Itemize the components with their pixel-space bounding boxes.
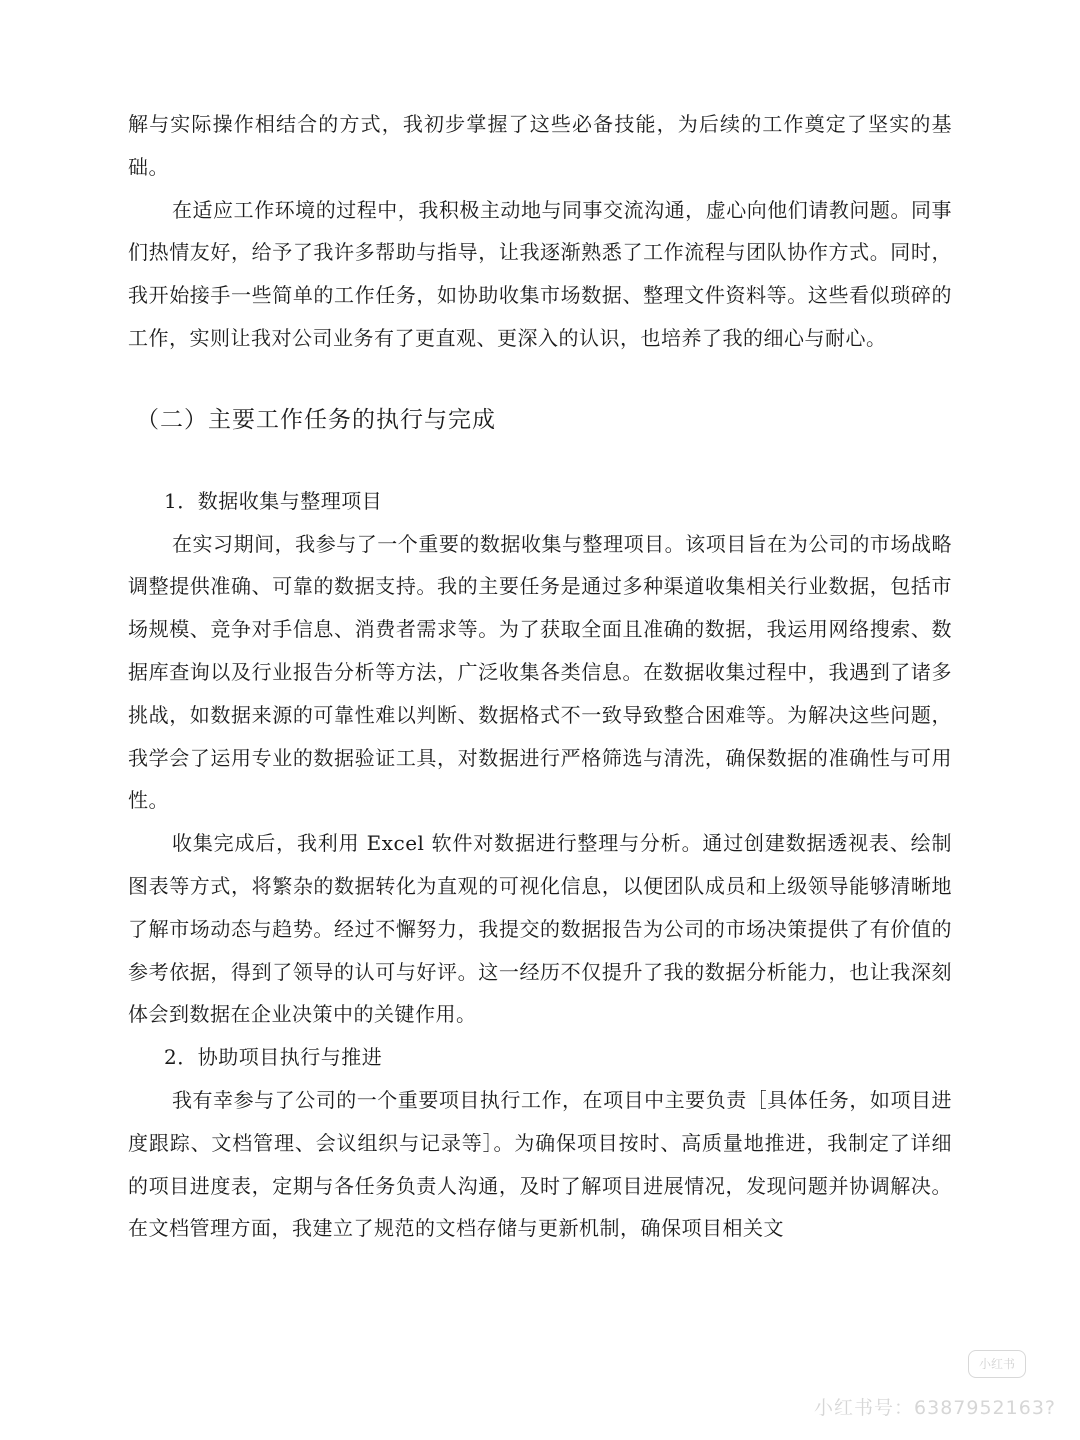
watermark-logo: 小红书 bbox=[968, 1350, 1026, 1378]
watermark-id: 小红书号：6387952163? bbox=[814, 1397, 1056, 1419]
paragraph-data-project-analysis: 收集完成后，我利用 Excel 软件对数据进行整理与分析。通过创建数据透视表、绘制图表等方式，将繁杂的数据转化为直观的可视化信息，以便团队成员和上级领导能够清晰地了解市场动态与趋势。经过不懈努力，我提交的数据报告为公司的市场决策提供了有价值的参考依据，得到了领导的认可与好评。这一经历不仅提升了我的数据分析能力，也让我深刻体会到数据在企业决策中的关键作用。 bbox=[128, 831, 952, 1027]
paragraph-data-project-intro: 在实习期间，我参与了一个重要的数据收集与整理项目。该项目旨在为公司的市场战略调整提供准确、可靠的数据支持。我的主要任务是通过多种渠道收集相关行业数据，包括市场规模、竞争对手信息、消费者需求等。为了获取全面且准确的数据，我运用网络搜索、数据库查询以及行业报告分析等方法，广泛收集各类信息。在数据收集过程中，我遇到了诸多挑战，如数据来源的可靠性难以判断、数据格式不一致导致整合困难等。为解决这些问题，我学会了运用专业的数据验证工具，对数据进行严格筛选与清洗，确保数据的准确性与可用性。 bbox=[128, 531, 952, 813]
watermark bbox=[796, 1350, 1056, 1420]
subsection-title-data-project: 1．数据收集与整理项目 bbox=[164, 488, 383, 513]
paragraph-project-execution: 我有幸参与了公司的一个重要项目执行工作，在项目中主要负责［具体任务，如项目进度跟踪、文档管理、会议组织与记录等］。为确保项目按时、高质量地推进，我制定了详细的项目进度表，定期与各任务负责人沟通，及时了解项目进展情况，发现问题并协调解决。在文档管理方面，我建立了规范的文档存储与更新机制，确保项目相关文 bbox=[128, 1087, 952, 1241]
document-body bbox=[128, 103, 952, 1250]
paragraph-continuation: 解与实际操作相结合的方式，我初步掌握了这些必备技能，为后续的工作奠定了坚实的基础。 bbox=[128, 112, 952, 179]
paragraph-adapting-environment: 在适应工作环境的过程中，我积极主动地与同事交流沟通，虚心向他们请教问题。同事们热情友好，给予了我许多帮助与指导，让我逐渐熟悉了工作流程与团队协作方式。同时，我开始接手一些简单的工作任务，如协助收集市场数据、整理文件资料等。这些看似琐碎的工作，实则让我对公司业务有了更直观、更深入的认识，也培养了我的细心与耐心。 bbox=[128, 197, 952, 350]
section-title: （二）主要工作任务的执行与完成 bbox=[136, 406, 496, 433]
subsection-title-project-execution: 2．协助项目执行与推进 bbox=[164, 1045, 383, 1070]
